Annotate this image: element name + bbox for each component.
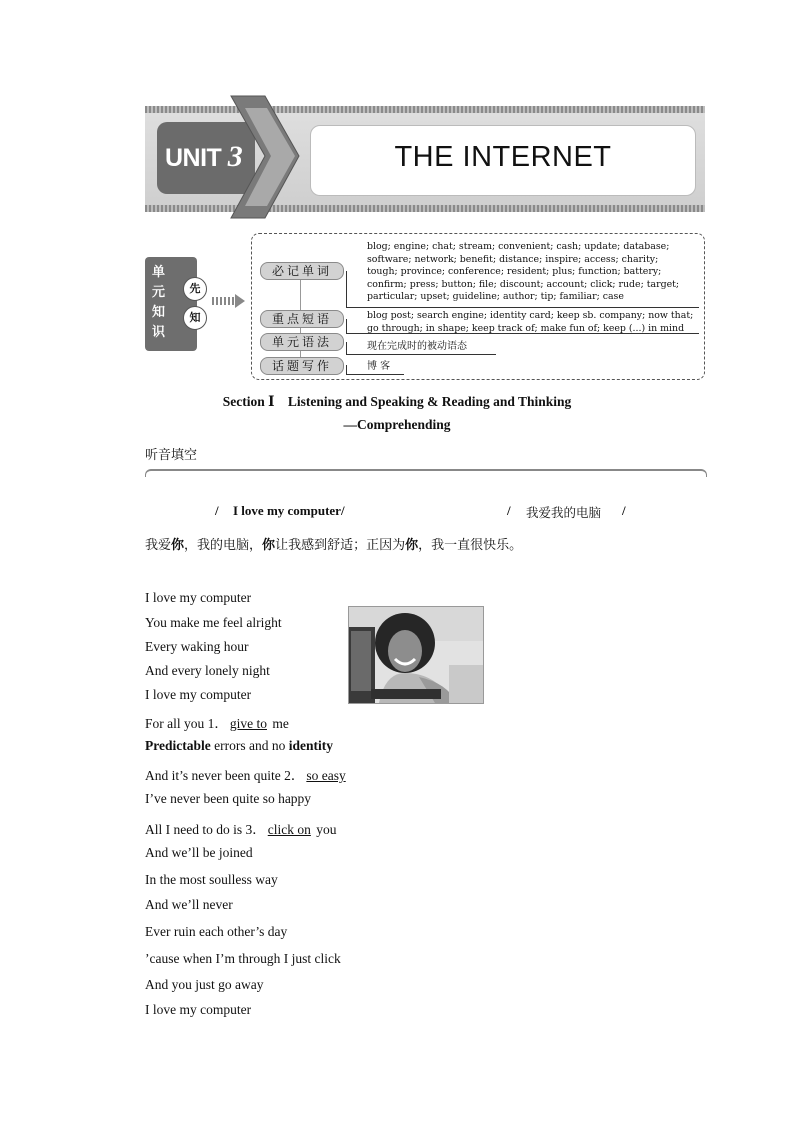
vocab-list (367, 241, 679, 304)
arrow-head-icon (235, 294, 245, 308)
phrase-line: blog post; search engine; identity card; keep sb. company; now that; (367, 310, 694, 321)
listening-label: 听音填空 (145, 448, 198, 463)
woman-at-computer-photo (348, 606, 484, 704)
pill-grammar: 单元语法 (260, 333, 344, 351)
underline (366, 354, 496, 355)
phrase-line: go through; in shape; keep track of; make fun of; keep (...) in mind (367, 322, 685, 334)
song-title-en: I love my computer/ (233, 503, 345, 518)
side-tag-char: 元 (152, 285, 166, 300)
bracket-line (346, 365, 367, 375)
bracket-line (346, 342, 367, 355)
lyric-line: Every waking hour (145, 639, 249, 654)
lyric-line: And we’ll be joined (145, 845, 253, 860)
circle-badge-know: 知 (183, 306, 207, 330)
grammar-text: 现在完成时的被动语态 (367, 341, 467, 352)
unit-label: UNIT 3 (165, 140, 243, 173)
lyric-line: And we’ll never (145, 897, 233, 912)
answer-blank-1[interactable]: give to (229, 716, 267, 731)
pill-writing: 话题写作 (260, 357, 344, 375)
lyric-line: Predictable errors and no identity (145, 738, 333, 753)
vocab-line: tough; province; conference; resident; plus; function; battery; (367, 266, 662, 277)
underline (366, 307, 699, 308)
song-title-cn: 我爱我的电脑 (526, 505, 602, 520)
section-rule (145, 469, 707, 477)
unit-banner (145, 94, 705, 226)
lyric-line: I’ve never been quite so happy (145, 791, 312, 806)
section-subtitle: —Comprehending (343, 417, 451, 432)
bracket-line (346, 319, 367, 334)
chinese-intro: 我爱你，我的电脑，你让我感到舒适；正因为你，我一直很快乐。 (145, 538, 523, 553)
lyric-line: Ever ruin each other’s day (145, 924, 288, 939)
vocab-line: particular; upset; guideline; author; tip; familiar; case (367, 291, 624, 302)
slash: / (215, 503, 219, 518)
lyric-line: In the most soulless way (145, 872, 278, 887)
lyric-line: All I need to do is 3． click on you (145, 822, 337, 837)
side-tag-char: 识 (152, 325, 166, 340)
lyric-line: I love my computer (145, 1002, 252, 1017)
lyric-line: And it’s never been quite 2． so easy (145, 768, 346, 783)
vocab-line: confirm; press; button; file; discount; account; click; rude; target; (367, 278, 680, 290)
lyric-line: I love my computer (145, 687, 252, 702)
lyric-line: I love my computer (145, 590, 252, 605)
bracket-line (346, 271, 367, 308)
pill-phrases: 重点短语 (260, 310, 344, 328)
underline (366, 374, 404, 375)
circle-badge-first: 先 (183, 277, 207, 301)
slash: / (507, 503, 511, 518)
unit-knowledge-tag (145, 257, 197, 351)
vocab-line: software; network; benefit; distance; inspire; access; charity; (367, 253, 659, 265)
pill-vocabulary: 必记单词 (260, 262, 344, 280)
lyric-line: ’cause when I’m through I just click (145, 951, 341, 966)
dotted-arrow (212, 297, 236, 305)
unit-title: THE INTERNET (394, 141, 612, 173)
lyric-line: And you just go away (145, 977, 264, 992)
side-tag-char: 单 (152, 265, 166, 280)
vocab-line: blog; engine; chat; stream; convenient; cash; update; database; (367, 241, 670, 252)
lyric-line: For all you 1． give to me (145, 716, 289, 731)
section-title: Section Ⅰ Listening and Speaking & Reading and Thinking (222, 394, 572, 409)
side-tag-char: 知 (152, 305, 166, 320)
lyric-line: You make me feel alright (145, 615, 282, 630)
slash: / (622, 503, 626, 518)
phrase-list (367, 310, 693, 335)
writing-topic: 博 客 (367, 361, 391, 372)
lyric-line: And every lonely night (145, 663, 270, 678)
answer-blank-2[interactable]: so easy (306, 768, 346, 783)
answer-blank-3[interactable]: click on (267, 822, 311, 837)
